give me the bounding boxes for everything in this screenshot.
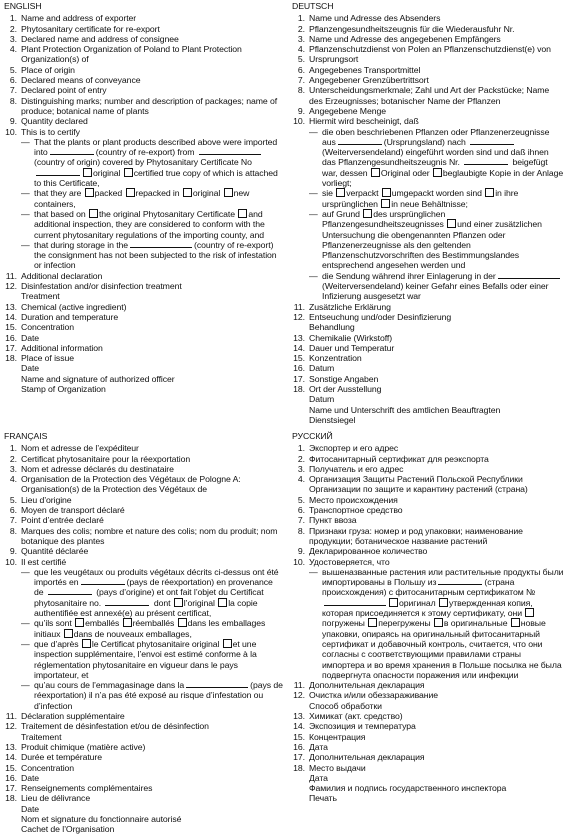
list-item: 6. Moyen de transport déclaré bbox=[9, 505, 125, 516]
sub-label: Datum bbox=[309, 394, 335, 405]
blank-line bbox=[36, 168, 80, 176]
list-item: 16. Date bbox=[5, 772, 40, 783]
list-item: 3. Name und Adresse des angegebenen Empfängers bbox=[297, 33, 501, 44]
certify-clause: — That the plants or plant products described above were imported into (country of re-export) from (country of origin) covered by Phytosanitary Certificate No original certified true copy of which is attached to this Certificate, bbox=[21, 136, 278, 189]
list-item: 6. Angegebenes Transportmittel bbox=[297, 64, 421, 75]
list-item: 13. Chemikalie (Wirkstoff) bbox=[293, 332, 393, 343]
certify-clause: — die Sendung während ihrer Einlagerung in der(Weiterversendeland) keiner Gefahr eines Befalls oder einer Infizierung ausgesetzt war bbox=[292, 271, 564, 302]
list-item: 11. Дополнительная декларация bbox=[293, 680, 425, 691]
checkbox[interactable] bbox=[75, 618, 84, 627]
blank-line bbox=[338, 137, 382, 145]
list-item: 7. Point d’entrée declaré bbox=[9, 515, 104, 526]
certify-clause: — that they are packed repacked in original new containers, bbox=[21, 188, 250, 209]
list-item: 2. Фитосанитарный сертификат для реэкспорта bbox=[297, 453, 489, 464]
certify-clause: — qu’ils sont emballés réemballés dans les emballages initiaux dans de nouveaux emballages, bbox=[21, 618, 266, 639]
checkbox[interactable] bbox=[83, 168, 92, 177]
checkbox[interactable] bbox=[64, 629, 73, 638]
checkbox[interactable] bbox=[89, 209, 98, 218]
certify-clause: — sie verpackt umgepackt worden sind in ihre ursprünglichen in neue Behältnisse; bbox=[309, 188, 519, 209]
blank-line bbox=[48, 587, 92, 595]
list-item: 13. Химикат (акт. средство) bbox=[293, 711, 403, 722]
checkbox[interactable] bbox=[363, 209, 372, 218]
checkbox[interactable] bbox=[447, 219, 456, 228]
certify-clause: — que les veugétaux ou produits végétaux décrits ci-dessus ont été importés en (pays de réexportation) en provenance de (pays d’origine) et ont fait l’objet du Certificat phytosanitaire no. dont l’original la copie authentifiée est annexé(e) au présent certificat, bbox=[21, 566, 279, 619]
list-item: 4. Pflanzenschutzdienst von Polen an Pflanzenschutzdienst(e) von bbox=[297, 44, 551, 55]
list-item: 11. Zusätzliche Erklärung bbox=[293, 301, 391, 312]
list-item: 16. Datum bbox=[293, 363, 335, 374]
language-heading: FRANÇAIS bbox=[4, 431, 48, 441]
list-item: 3. Nom et adresse déclarés du destinataire bbox=[9, 463, 174, 474]
list-item: 7. Angegebener Grenzübertrittsort bbox=[297, 75, 429, 86]
list-item: 17. Renseignements complémentaires bbox=[5, 783, 153, 794]
blank-line bbox=[324, 598, 386, 606]
list-item: 11. Additional declaration bbox=[5, 270, 103, 281]
checkbox[interactable] bbox=[381, 199, 390, 208]
list-item: 14. Duration and temperature bbox=[5, 311, 119, 322]
language-heading: РУССКИЙ bbox=[292, 431, 333, 441]
checkbox[interactable] bbox=[525, 608, 534, 617]
checkbox[interactable] bbox=[238, 209, 247, 218]
sub-label: Дата bbox=[309, 772, 328, 783]
list-item: 5. Место происхождения bbox=[297, 494, 398, 505]
language-heading: ENGLISH bbox=[4, 1, 42, 11]
russkiy-section bbox=[292, 431, 564, 804]
checkbox[interactable] bbox=[336, 188, 345, 197]
sub-label: Behandlung bbox=[309, 322, 355, 333]
certify-clause: — вышеназванные растения или растительные продукты были импортированы в Польшу из (страна происхождения) с фитосанитарным сертификатом №оригинал утвержденная копия, которая присоединяется к этому сертификату, они погружены перегружены в оригинальные новые упаковки, опираясь на оригинальный фитосанитарный сертификат и добавочный контроль, считается, что они согласны с соответствующими правилами страны импортера и во время хранения в Польше посылка не была подвергнута опасности поражения или инфекции bbox=[309, 566, 564, 680]
list-item: 5. Place of origin bbox=[9, 64, 75, 75]
checkbox[interactable] bbox=[511, 618, 520, 627]
blank-line bbox=[438, 577, 482, 585]
list-item: 15. Concentration bbox=[5, 762, 75, 773]
english-section bbox=[4, 1, 284, 394]
checkbox[interactable] bbox=[433, 168, 442, 177]
list-item: 10. Удостоверяется, что bbox=[293, 556, 390, 567]
certify-clause: — auf Grund des ursprünglichen Pflanzengesundheitszeugnisses und einer zusätzlichen Untersuchung die obengenannten Pflanzen oder Pflanzenerzeugnisse als den geltenden Pflanzenschutzvorschriften des Bestimmungslandes entsprechend angesehen werden und bbox=[309, 208, 542, 271]
list-item: 11. Déclaration supplémentaire bbox=[5, 711, 125, 722]
list-item: 16. Дата bbox=[293, 741, 328, 752]
sub-label: Name and signature of authorized officer bbox=[21, 373, 175, 384]
sub-label: Stamp of Organization bbox=[21, 383, 106, 394]
blank-line bbox=[498, 271, 560, 279]
blank-line bbox=[130, 240, 192, 248]
checkbox[interactable] bbox=[123, 618, 132, 627]
sub-label: Traitement bbox=[21, 731, 62, 742]
sub-label: Печать bbox=[309, 793, 337, 804]
checkbox[interactable] bbox=[223, 639, 232, 648]
sub-label: Cachet de l’Organisation bbox=[21, 824, 115, 835]
list-item: 4. Plant Protection Organization of Poland to Plant Protection Organization(s) of bbox=[9, 44, 242, 65]
blank-line bbox=[105, 598, 149, 606]
checkbox[interactable] bbox=[224, 188, 233, 197]
list-item: 18. Место выдачи bbox=[293, 762, 366, 773]
sub-label: Nom et signature du fonctionnaire autorisé bbox=[21, 813, 182, 824]
list-item: 13. Chemical (active ingredient) bbox=[5, 301, 127, 312]
list-item: 10. Hiermit wird bescheinigt, daß bbox=[293, 116, 419, 127]
list-item: 16. Date bbox=[5, 332, 40, 343]
list-item: 15. Концентрация bbox=[293, 731, 366, 742]
list-item: 12. Entseuchung und/oder Desinfizierung bbox=[293, 311, 452, 322]
blank-line bbox=[199, 147, 261, 155]
list-item: 15. Concentration bbox=[5, 322, 75, 333]
checkbox[interactable] bbox=[485, 188, 494, 197]
list-item: 1. Экспортер и его адрес bbox=[297, 443, 399, 454]
list-item: 12. Disinfestation and/or disinfection treatment bbox=[5, 281, 182, 292]
list-item: 3. Получатель и его адрес bbox=[297, 463, 404, 474]
list-item: 2. Pflanzengesundheitszeugnis für die Wiederausfuhr Nr. bbox=[297, 23, 515, 34]
list-item: 5. Ursprungsort bbox=[297, 54, 359, 65]
list-item: 17. Дополнительная декларация bbox=[293, 752, 425, 763]
blank-line bbox=[81, 577, 125, 585]
list-item: 4. Organisation de la Protection des Végétaux de Pologne A: Organisation(s) de la Protection des Végétaux de bbox=[9, 474, 241, 495]
list-item: 2. Phytosanitary certificate for re-export bbox=[9, 23, 160, 34]
list-item: 8. Unterscheidungsmerkmale; Zahl und Art der Packstücke; Name des Erzeugnisses; botanischer Name der Pflanzen bbox=[297, 85, 550, 106]
blank-line bbox=[50, 147, 94, 155]
checkbox[interactable] bbox=[126, 188, 135, 197]
list-item: 10. This is to certify bbox=[5, 126, 80, 137]
list-item: 10. Il est certifié bbox=[5, 556, 67, 567]
list-item: 12. Очистка и/или обеззараживание bbox=[293, 690, 439, 701]
sub-label: Dienstsiegel bbox=[309, 414, 356, 425]
checkbox[interactable] bbox=[124, 168, 133, 177]
list-item: 12. Traitement de désinfestation et/ou de désinfection bbox=[5, 721, 209, 732]
checkbox[interactable] bbox=[218, 598, 227, 607]
list-item: 1. Name and address of exporter bbox=[9, 13, 137, 24]
list-item: 18. Ort der Ausstellung bbox=[293, 383, 382, 394]
sub-label: Способ обработки bbox=[309, 700, 382, 711]
list-item: 9. Angegebene Menge bbox=[297, 105, 386, 116]
list-item: 17. Sonstige Angaben bbox=[293, 373, 379, 384]
blank-line bbox=[464, 157, 508, 165]
sub-label: Фамилия и подпись государственного инспектора bbox=[309, 783, 507, 794]
certify-clause: — die oben beschriebenen Pflanzen oder Pflanzenerzeugnisse aus (Ursprungsland) nach (Weiterversendeland) eingeführt worden sind und daß ihnen das Pflanzengesundheitszeugnis Nr. beigefügt war, dessen Original oder beglaubigte Kopie in der Anlage vorliegt; bbox=[309, 126, 564, 189]
list-item: 9. Quantity declared bbox=[9, 116, 88, 127]
blank-line bbox=[186, 680, 248, 688]
list-item: 8. Признаки груза: номер и род упаковки; наименование продукции; ботаническое название растений bbox=[297, 525, 523, 546]
list-item: 18. Place of issue bbox=[5, 353, 74, 364]
list-item: 6. Транспортное средство bbox=[297, 505, 403, 516]
list-item: 1. Name und Adresse des Absenders bbox=[297, 13, 441, 24]
list-item: 9. Quantité déclarée bbox=[9, 546, 89, 557]
list-item: 18. Lieu de délivrance bbox=[5, 793, 91, 804]
francais-section bbox=[4, 431, 284, 835]
list-item: 8. Distinguishing marks; number and description of packages; name of produce; botanical name of plants bbox=[9, 95, 278, 116]
certify-clause: — qu’au cours de l’emmagasinage dans la (pays de réexportation) il n’a pas été exposé au risque d’infestation ou d’infection bbox=[21, 680, 283, 711]
sub-label: Treatment bbox=[21, 291, 60, 302]
blank-line bbox=[470, 137, 514, 145]
list-item: 14. Экспозиция и температура bbox=[293, 721, 416, 732]
checkbox[interactable] bbox=[183, 188, 192, 197]
list-item: 7. Пункт ввоза bbox=[297, 515, 357, 526]
list-item: 5. Lieu d’origine bbox=[9, 494, 72, 505]
sub-label: Date bbox=[21, 363, 40, 374]
checkbox[interactable] bbox=[439, 598, 448, 607]
checkbox[interactable] bbox=[178, 618, 187, 627]
list-item: 14. Durée et température bbox=[5, 752, 102, 763]
certify-clause: — that during storage in the (country of re-export) the consignment has not been subjected to the risk of infestation or infection bbox=[21, 239, 277, 271]
list-item: 1. Nom et adresse de l’expéditeur bbox=[9, 443, 139, 454]
checkbox[interactable] bbox=[389, 598, 398, 607]
list-item: 9. Декларированное количество bbox=[297, 546, 428, 557]
sub-label: Name und Unterschrift des amtlichen Beauftragten bbox=[309, 404, 501, 415]
list-item: 3. Declared name and address of consignee bbox=[9, 33, 179, 44]
list-item: 2. Certificat phytosanitaire pour la réexportation bbox=[9, 453, 191, 464]
deutsch-section bbox=[292, 1, 564, 425]
checkbox[interactable] bbox=[82, 639, 91, 648]
certify-clause: — que d’après le Certificat phytosanitaire original et une inspection supplémentaire, l’envoi est estimé conforme à la réglementation phytosanitaire en vigueur dans le pays importateur, et bbox=[21, 638, 257, 680]
checkbox[interactable] bbox=[368, 618, 377, 627]
list-item: 7. Declared point of entry bbox=[9, 85, 107, 96]
list-item: 6. Declared means of conveyance bbox=[9, 75, 141, 86]
checkbox[interactable] bbox=[434, 618, 443, 627]
checkbox[interactable] bbox=[382, 188, 391, 197]
list-item: 14. Dauer und Temperatur bbox=[293, 342, 395, 353]
checkbox[interactable] bbox=[85, 188, 94, 197]
sub-label: Date bbox=[21, 803, 40, 814]
list-item: 15. Konzentration bbox=[293, 353, 362, 364]
language-heading: DEUTSCH bbox=[292, 1, 334, 11]
list-item: 13. Produit chimique (matière active) bbox=[5, 741, 146, 752]
list-item: 17. Additional information bbox=[5, 342, 103, 353]
checkbox[interactable] bbox=[174, 598, 183, 607]
list-item: 4. Организация Защиты Растений Польской Республики Организации по защите и карантину растений (страна) bbox=[297, 474, 528, 495]
list-item: 8. Marques des colis; nombre et nature des colis; nom du produit; nom botanique des plantes bbox=[9, 525, 278, 546]
certify-clause: — that based on the original Phytosanitary Certificate and additional inspection, they are considered to conform with the current phytosanitary regulations of the importing county, and bbox=[21, 208, 265, 240]
checkbox[interactable] bbox=[371, 168, 380, 177]
